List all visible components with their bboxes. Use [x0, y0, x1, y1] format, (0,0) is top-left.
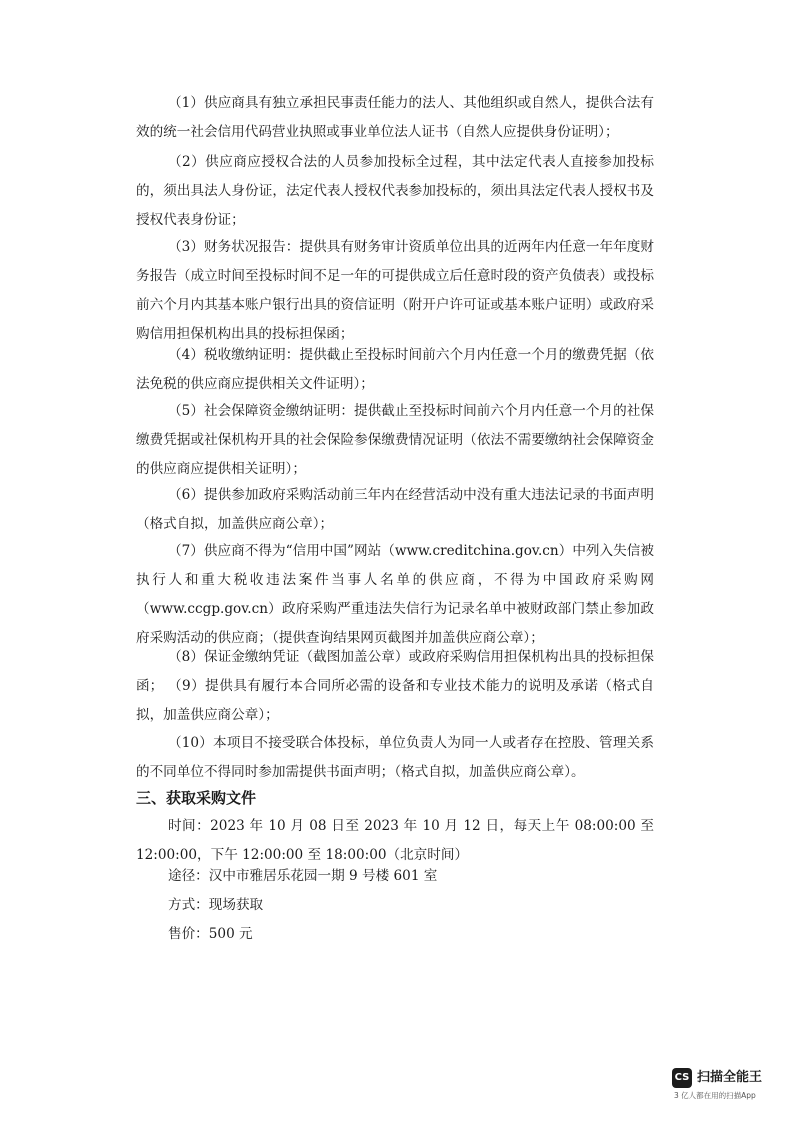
requirement-paragraph-6: （6）提供参加政府采购活动前三年内在经营活动中没有重大违法记录的书面声明（格式自拟，加盖供应商公章）；: [136, 487, 654, 532]
requirement-paragraph-9: （9）提供具有履行本合同所必需的设备和专业技术能力的说明及承诺（格式自拟，加盖供应商公章）；: [136, 678, 654, 723]
requirement-paragraph-4: （4）税收缴纳证明：提供截止至投标时间前六个月内任意一个月的缴费凭据（依法免税的供应商应提供相关文件证明）；: [136, 347, 654, 392]
acquisition-place: 途径：汉中市雅居乐花园一期 9 号楼 601 室: [168, 868, 438, 884]
watermark-brand: 扫描全能王: [697, 1070, 763, 1085]
watermark-tagline: 3 亿人都在用的扫描App: [674, 1091, 756, 1100]
requirement-paragraph-8: （8）保证金缴纳凭证（截图加盖公章）或政府采购信用担保机构出具的投标担保函；: [136, 649, 654, 694]
acquisition-method: 方式：现场获取: [168, 897, 264, 913]
requirement-paragraph-10: （10）本项目不接受联合体投标，单位负责人为同一人或者存在控股、管理关系的不同单位不得同时参加需提供书面声明；（格式自拟，加盖供应商公章）。: [136, 735, 654, 780]
scanner-watermark: [672, 1065, 772, 1105]
requirement-paragraph-2: （2）供应商应授权合法的人员参加投标全过程，其中法定代表人直接参加投标的，须出具法人身份证，法定代表人授权代表参加投标的，须出具法定代表人授权书及授权代表身份证；: [136, 154, 654, 228]
requirement-paragraph-1: （1）供应商具有独立承担民事责任能力的法人、其他组织或自然人，提供合法有效的统一社会信用代码营业执照或事业单位法人证书（自然人应提供身份证明）；: [136, 95, 654, 140]
requirement-paragraph-3: （3）财务状况报告：提供具有财务审计资质单位出具的近两年内任意一年年度财务报告（成立时间至投标时间不足一年的可提供成立后任意时段的资产负债表）或投标前六个月内其基本账户银行出具的资信证明（附开户许可证或基本账户证明）或政府采购信用担保机构出具的投标担保函；: [136, 239, 654, 342]
section-heading: 三、获取采购文件: [136, 789, 257, 807]
requirement-paragraph-7: （7）供应商不得为“信用中国”网站（www.creditchina.gov.cn）中列入失信被执行人和重大税收违法案件当事人名单的供应商，不得为中国政府采购网（www.ccgp.gov.cn）政府采购严重违法失信行为记录名单中被财政部门禁止参加政府采购活动的供应商；（提供查询结果网页截图并加盖供应商公章）；: [136, 543, 654, 646]
requirement-paragraph-5: （5）社会保障资金缴纳证明：提供截止至投标时间前六个月内任意一个月的社保缴费凭据或社保机构开具的社会保险参保缴费情况证明（依法不需要缴纳社会保障资金的供应商应提供相关证明）；: [136, 403, 654, 477]
camscanner-logo-icon: CS: [672, 1068, 692, 1088]
acquisition-time: 时间：2023 年 10 月 08 日至 2023 年 10 月 12 日，每天上午 08:00:00 至 12:00:00，下午 12:00:00 至 18:00:00（北京时间）: [136, 818, 654, 863]
document-price: 售价：500 元: [168, 926, 253, 942]
